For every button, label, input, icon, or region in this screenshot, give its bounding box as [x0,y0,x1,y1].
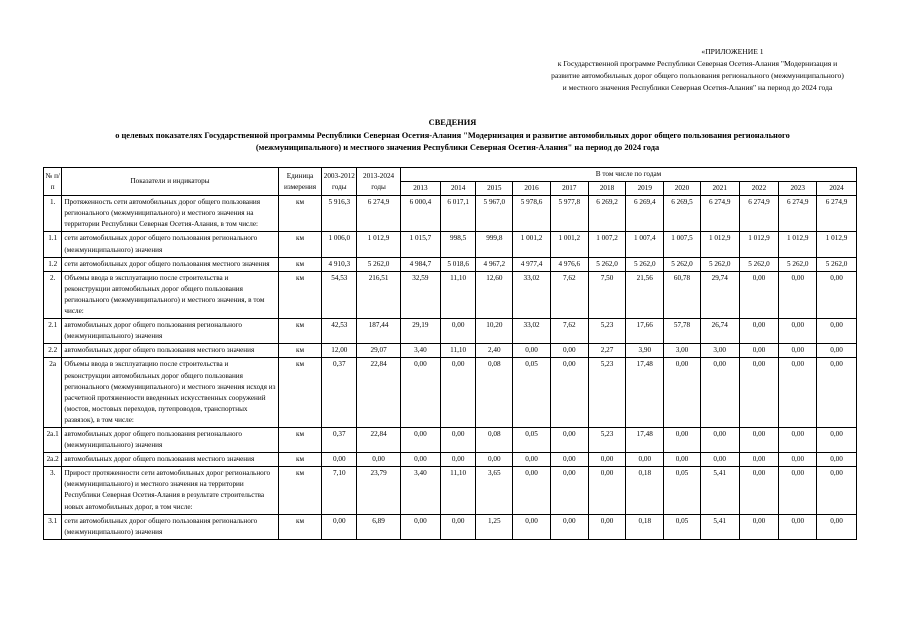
row-unit: км [278,271,322,318]
row-number: 2а [44,358,62,428]
row-indicator: Объемы ввода в эксплуатацию после строительства и реконструкции автомобильных дорог общего пользования регионального (межмуниципального) и местного значения исходя из расчетной протяженности введенных искусственных сооружений (мостов, мостовых переходов, путепроводов, транспортных развязок), в том числе: [62,358,278,428]
row-value-2019: 1 007,4 [626,232,664,257]
row-value-2021: 5,41 [700,467,739,514]
table-row [44,271,857,318]
row-unit: км [278,257,322,271]
row-value-2014: 5 018,6 [440,257,476,271]
row-value-2021: 0,00 [700,358,739,428]
row-value-2022: 5 262,0 [739,257,779,271]
row-value-2014: 11,10 [440,467,476,514]
table-row [44,319,857,344]
row-value-2016: 0,05 [513,358,551,428]
table-row [44,196,857,232]
row-value-2003-2012: 0,00 [322,453,357,467]
row-value-2014: 0,00 [440,453,476,467]
header-no: № п/п [44,168,62,196]
row-value-2013-2024: 29,07 [357,344,401,358]
header-year-2017: 2017 [550,182,588,196]
row-value-2019: 17,48 [626,427,664,452]
row-value-2013-2024: 0,00 [357,453,401,467]
row-value-2018: 6 269,2 [588,196,626,232]
row-value-2015: 5 967,0 [476,196,513,232]
row-unit: км [278,358,322,428]
row-value-2003-2012: 12,00 [322,344,357,358]
row-value-2019: 17,48 [626,358,664,428]
row-number: 2а.2 [44,453,62,467]
header-year-2022: 2022 [739,182,779,196]
row-value-2022: 0,00 [739,271,779,318]
row-value-2014: 11,10 [440,271,476,318]
row-value-2017: 5 977,8 [550,196,588,232]
row-value-2024: 5 262,0 [817,257,857,271]
row-value-2017: 1 001,2 [550,232,588,257]
row-value-2021: 29,74 [700,271,739,318]
row-value-2018: 2,27 [588,344,626,358]
row-value-2017: 7,62 [550,271,588,318]
row-value-2014: 0,00 [440,319,476,344]
row-value-2015: 0,08 [476,427,513,452]
row-number: 1.1 [44,232,62,257]
row-value-2013-2024: 22,84 [357,358,401,428]
row-value-2024: 0,00 [817,467,857,514]
row-value-2018: 0,00 [588,514,626,539]
row-value-2017: 0,00 [550,344,588,358]
row-value-2020: 0,00 [664,453,701,467]
row-value-2023: 5 262,0 [779,257,817,271]
row-unit: км [278,427,322,452]
row-value-2013: 0,00 [401,427,441,452]
table-row [44,467,857,514]
row-value-2016: 0,05 [513,427,551,452]
row-value-2003-2012: 42,53 [322,319,357,344]
row-value-2013-2024: 5 262,0 [357,257,401,271]
table-row [44,232,857,257]
table-header [44,168,857,196]
header-year-2024: 2024 [817,182,857,196]
row-value-2014: 0,00 [440,514,476,539]
row-value-2013: 6 000,4 [401,196,441,232]
row-value-2015: 999,8 [476,232,513,257]
row-indicator: автомобильных дорог общего пользования местного значения [62,453,278,467]
document-title: СВЕДЕНИЯ [428,118,477,127]
row-value-2017: 4 976,6 [550,257,588,271]
row-value-2020: 0,05 [664,514,701,539]
row-value-2016: 0,00 [513,344,551,358]
row-value-2022: 0,00 [739,344,779,358]
row-value-2024: 0,00 [817,319,857,344]
row-indicator: Объемы ввода в эксплуатацию после строительства и реконструкции автомобильных дорог общего пользования регионального (межмуниципального) и местного значения, в том числе: [62,271,278,318]
row-number: 2. [44,271,62,318]
row-value-2023: 6 274,9 [779,196,817,232]
table-row [44,257,857,271]
row-value-2014: 0,00 [440,358,476,428]
row-value-2015: 1,25 [476,514,513,539]
header-indicator: Показатели и индикаторы [62,168,278,196]
indicators-table [43,167,857,540]
row-unit: км [278,319,322,344]
row-value-2020: 1 007,5 [664,232,701,257]
row-number: 2.2 [44,344,62,358]
row-value-2015: 12,60 [476,271,513,318]
row-value-2013: 32,59 [401,271,441,318]
row-unit: км [278,196,322,232]
row-value-2003-2012: 1 006,0 [322,232,357,257]
row-number: 3.1 [44,514,62,539]
row-value-2024: 0,00 [817,514,857,539]
row-value-2015: 10,20 [476,319,513,344]
row-indicator: Прирост протяженности сети автомобильных дорог регионального (межмуниципального) и местного значения на территории Республики Северная Осетия-Алания в результате строительства новых автомобильных дорог, в том числе: [62,467,278,514]
row-value-2023: 0,00 [779,467,817,514]
table-row [44,453,857,467]
row-value-2021: 26,74 [700,319,739,344]
row-value-2015: 0,00 [476,453,513,467]
row-value-2020: 5 262,0 [664,257,701,271]
row-value-2020: 0,00 [664,427,701,452]
row-value-2023: 0,00 [779,427,817,452]
row-value-2020: 57,78 [664,319,701,344]
row-value-2019: 21,56 [626,271,664,318]
row-value-2021: 5 262,0 [700,257,739,271]
row-indicator: автомобильных дорог общего пользования регионального (межмуниципального) значения [62,319,278,344]
row-indicator: сети автомобильных дорог общего пользования регионального (межмуниципального) значения [62,232,278,257]
row-value-2018: 0,00 [588,467,626,514]
row-value-2013-2024: 23,79 [357,467,401,514]
row-value-2020: 3,00 [664,344,701,358]
row-value-2015: 2,40 [476,344,513,358]
row-value-2024: 0,00 [817,344,857,358]
row-value-2022: 0,00 [739,319,779,344]
document-subtitle: о целевых показателях Государственной программы Республики Северная Осетия-Алания "Модернизация и развитие автомобильных дорог общего пользования регионального [115,130,790,140]
row-value-2013: 3,40 [401,467,441,514]
row-value-2016: 33,02 [513,319,551,344]
row-value-2022: 1 012,9 [739,232,779,257]
row-value-2018: 7,50 [588,271,626,318]
row-value-2018: 1 007,2 [588,232,626,257]
row-unit: км [278,467,322,514]
row-value-2003-2012: 7,10 [322,467,357,514]
row-number: 3. [44,467,62,514]
row-value-2013-2024: 22,84 [357,427,401,452]
row-value-2019: 0,18 [626,467,664,514]
row-value-2023: 0,00 [779,344,817,358]
row-indicator: Протяженность сети автомобильных дорог общего пользования регионального (межмуниципального) и местного значения на территории Республики Северная Осетия-Алания, в том числе: [62,196,278,232]
row-value-2024: 6 274,9 [817,196,857,232]
row-value-2013: 0,00 [401,453,441,467]
row-value-2013: 3,40 [401,344,441,358]
header-year-2016: 2016 [513,182,551,196]
row-value-2003-2012: 54,53 [322,271,357,318]
header-by-year: В том числе по годам [401,168,857,182]
appendix-line: к Государственной программе Республики Северная Осетия-Алания "Модернизация и [557,59,838,68]
document-title-block [0,117,905,155]
row-value-2013: 0,00 [401,358,441,428]
row-value-2022: 0,00 [739,358,779,428]
row-value-2023: 0,00 [779,319,817,344]
row-value-2013-2024: 216,51 [357,271,401,318]
row-value-2018: 5,23 [588,358,626,428]
row-value-2013-2024: 6,89 [357,514,401,539]
row-value-2013: 1 015,7 [401,232,441,257]
row-value-2024: 0,00 [817,358,857,428]
row-indicator: сети автомобильных дорог общего пользования регионального (межмуниципального) значения [62,514,278,539]
row-value-2017: 7,62 [550,319,588,344]
row-value-2017: 0,00 [550,467,588,514]
table-row [44,427,857,452]
row-value-2014: 998,5 [440,232,476,257]
row-value-2023: 0,00 [779,453,817,467]
row-value-2013: 4 984,7 [401,257,441,271]
row-value-2014: 0,00 [440,427,476,452]
appendix-line: развитие автомобильных дорог общего пользования регионального (межмуниципального) [551,71,844,80]
row-value-2023: 0,00 [779,358,817,428]
row-value-2022: 0,00 [739,453,779,467]
header-period-2003-2012: 2003-2012 годы [322,168,357,196]
row-value-2003-2012: 0,00 [322,514,357,539]
header-year-2015: 2015 [476,182,513,196]
row-value-2016: 5 978,6 [513,196,551,232]
appendix-title: «ПРИЛОЖЕНИЕ 1 [701,47,764,56]
row-number: 1. [44,196,62,232]
appendix-line: и местного значения Республики Северная Осетия-Алания" на период до 2024 года [562,83,833,92]
header-year-2023: 2023 [779,182,817,196]
row-number: 1.2 [44,257,62,271]
row-value-2013-2024: 1 012,9 [357,232,401,257]
row-value-2016: 0,00 [513,514,551,539]
row-value-2003-2012: 0,37 [322,358,357,428]
row-value-2015: 0,08 [476,358,513,428]
header-year-2013: 2013 [401,182,441,196]
row-value-2003-2012: 5 916,3 [322,196,357,232]
header-unit: Единица измерения [278,168,322,196]
row-value-2014: 6 017,1 [440,196,476,232]
row-value-2022: 6 274,9 [739,196,779,232]
row-value-2016: 0,00 [513,453,551,467]
row-value-2019: 6 269,4 [626,196,664,232]
row-value-2020: 0,05 [664,467,701,514]
row-value-2023: 0,00 [779,271,817,318]
row-value-2023: 0,00 [779,514,817,539]
row-value-2017: 0,00 [550,514,588,539]
row-value-2017: 0,00 [550,427,588,452]
row-value-2021: 6 274,9 [700,196,739,232]
header-year-2019: 2019 [626,182,664,196]
row-value-2019: 3,90 [626,344,664,358]
row-value-2016: 0,00 [513,467,551,514]
row-value-2024: 0,00 [817,453,857,467]
row-value-2017: 0,00 [550,358,588,428]
header-period-2013-2024: 2013-2024 годы [357,168,401,196]
row-value-2022: 0,00 [739,514,779,539]
row-value-2015: 3,65 [476,467,513,514]
row-value-2021: 5,41 [700,514,739,539]
header-year-2014: 2014 [440,182,476,196]
row-value-2013-2024: 6 274,9 [357,196,401,232]
row-value-2019: 17,66 [626,319,664,344]
row-number: 2.1 [44,319,62,344]
row-value-2003-2012: 0,37 [322,427,357,452]
row-value-2015: 4 967,2 [476,257,513,271]
header-year-2018: 2018 [588,182,626,196]
row-value-2018: 5 262,0 [588,257,626,271]
row-value-2024: 0,00 [817,271,857,318]
row-value-2020: 60,78 [664,271,701,318]
row-value-2018: 0,00 [588,453,626,467]
table-body [44,196,857,540]
row-value-2014: 11,10 [440,344,476,358]
appendix-header [505,46,890,94]
row-value-2022: 0,00 [739,467,779,514]
row-value-2013: 0,00 [401,514,441,539]
header-year-2021: 2021 [700,182,739,196]
row-value-2013: 29,19 [401,319,441,344]
row-indicator: автомобильных дорог общего пользования местного значения [62,344,278,358]
row-value-2019: 5 262,0 [626,257,664,271]
row-value-2013-2024: 187,44 [357,319,401,344]
row-number: 2а.1 [44,427,62,452]
row-indicator: автомобильных дорог общего пользования регионального (межмуниципального) значения [62,427,278,452]
row-indicator: сети автомобильных дорог общего пользования местного значения [62,257,278,271]
row-value-2018: 5,23 [588,319,626,344]
row-unit: км [278,514,322,539]
row-value-2018: 5,23 [588,427,626,452]
row-unit: км [278,232,322,257]
row-value-2003-2012: 4 910,3 [322,257,357,271]
row-unit: км [278,453,322,467]
row-value-2023: 1 012,9 [779,232,817,257]
row-value-2017: 0,00 [550,453,588,467]
row-value-2020: 0,00 [664,358,701,428]
row-value-2022: 0,00 [739,427,779,452]
table-row [44,514,857,539]
row-value-2021: 0,00 [700,453,739,467]
row-value-2016: 33,02 [513,271,551,318]
table-row [44,358,857,428]
row-value-2021: 0,00 [700,427,739,452]
row-value-2019: 0,00 [626,453,664,467]
row-unit: км [278,344,322,358]
row-value-2021: 1 012,9 [700,232,739,257]
row-value-2016: 1 001,2 [513,232,551,257]
row-value-2021: 3,00 [700,344,739,358]
row-value-2016: 4 977,4 [513,257,551,271]
row-value-2024: 1 012,9 [817,232,857,257]
document-subtitle-cont: (межмуниципального) и местного значения Республики Северная Осетия-Алания" на период до 2024 года [255,143,660,152]
table-row [44,344,857,358]
header-year-2020: 2020 [664,182,701,196]
row-value-2020: 6 269,5 [664,196,701,232]
row-value-2024: 0,00 [817,427,857,452]
row-value-2019: 0,18 [626,514,664,539]
